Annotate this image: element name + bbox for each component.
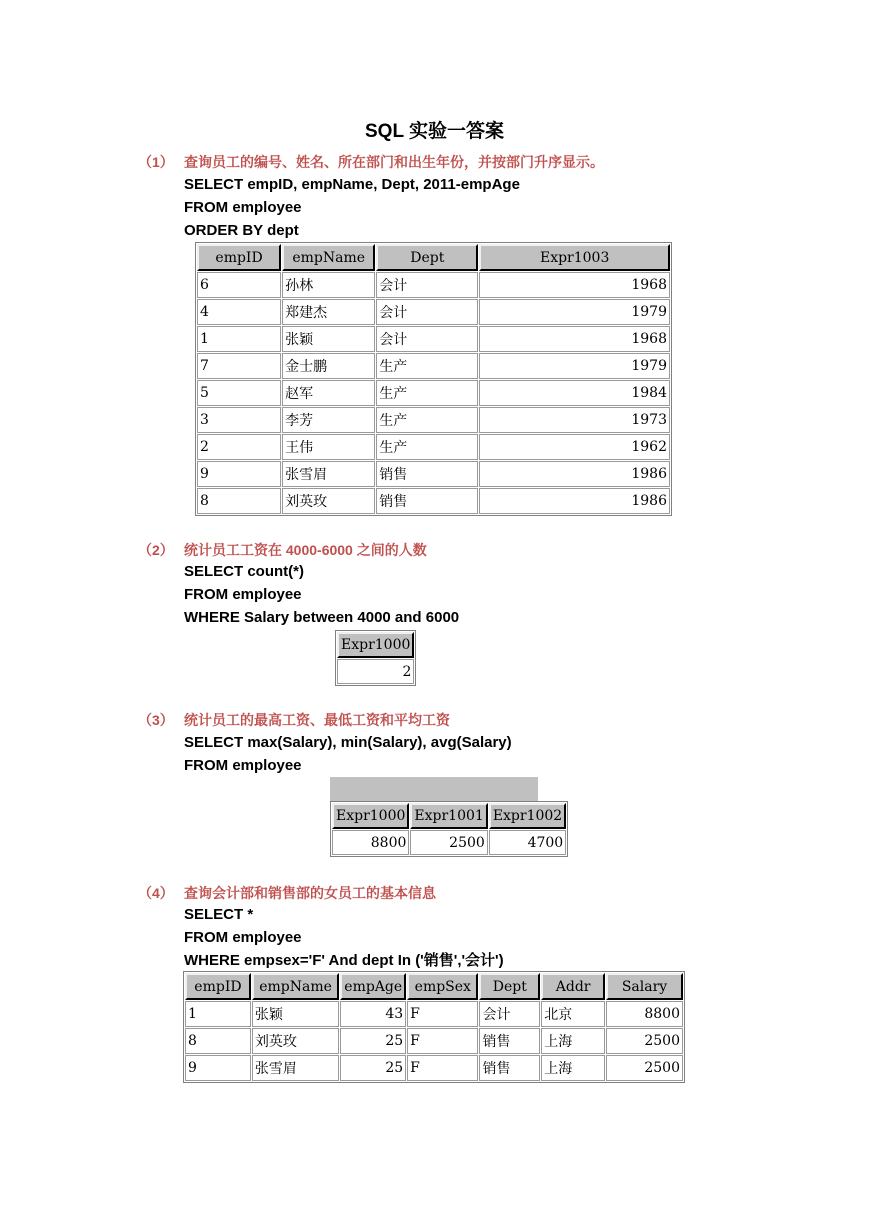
table-cell: 1979: [479, 299, 670, 325]
table-cell: 4700: [489, 830, 566, 855]
table-cell: 赵军: [282, 380, 375, 406]
table-cell: 4: [197, 299, 281, 325]
table-cell: F: [407, 1055, 478, 1081]
table-row: [197, 434, 670, 460]
table-row: [197, 272, 670, 298]
table-cell: 1: [185, 1001, 251, 1027]
question-3-number: （3）: [138, 712, 174, 728]
table-cell: 1962: [479, 434, 670, 460]
column-header: Addr: [541, 973, 605, 1000]
question-4-text: 查询会计部和销售部的女员工的基本信息: [184, 885, 436, 901]
table-cell: 1968: [479, 326, 670, 352]
sql-line: SELECT *: [184, 906, 254, 923]
table-row: [197, 326, 670, 352]
header-row: [197, 244, 670, 271]
table-cell: 1986: [479, 488, 670, 514]
table-cell: 销售: [376, 461, 478, 487]
table-cell: F: [407, 1028, 478, 1054]
table-cell: 生产: [376, 407, 478, 433]
question-2-number: （2）: [138, 542, 174, 558]
table-row: [197, 407, 670, 433]
question-4-sql: [184, 903, 504, 972]
table-cell: 1984: [479, 380, 670, 406]
table-cell: 8800: [332, 830, 409, 855]
question-3-sql: [184, 731, 512, 777]
table-cell: 张颖: [252, 1001, 339, 1027]
result-table-1: [195, 242, 672, 516]
table-cell: 郑建杰: [282, 299, 375, 325]
table-cell: 会计: [376, 326, 478, 352]
sql-line: WHERE empsex='F' And dept In ('销售','会计'): [184, 952, 504, 969]
table-cell: 生产: [376, 434, 478, 460]
table-cell: 会计: [376, 299, 478, 325]
column-header: Expr1003: [479, 244, 670, 271]
column-header: empID: [197, 244, 281, 271]
question-2-text: 统计员工工资在 4000-6000 之间的人数: [184, 542, 427, 558]
column-header: Expr1000: [337, 632, 414, 658]
sql-line: FROM employee: [184, 929, 302, 946]
table-cell: 王伟: [282, 434, 375, 460]
question-4-number: （4）: [138, 885, 174, 901]
result-table-2: [335, 630, 416, 686]
question-1-number: （1）: [138, 154, 174, 170]
table-row: [197, 299, 670, 325]
table-row: [185, 1001, 683, 1027]
table-cell: 1973: [479, 407, 670, 433]
table-cell: 刘英玫: [282, 488, 375, 514]
table-cell: 销售: [479, 1028, 540, 1054]
table-cell: 金士鹏: [282, 353, 375, 379]
table-cell: 上海: [541, 1055, 605, 1081]
sql-line: SELECT count(*): [184, 563, 304, 580]
sql-line: FROM employee: [184, 757, 302, 774]
column-header: Expr1000: [332, 803, 409, 829]
table-cell: 2500: [606, 1028, 683, 1054]
header-row: [332, 803, 566, 829]
table-cell: 2: [337, 659, 414, 684]
table-cell: 生产: [376, 353, 478, 379]
table-row: [332, 830, 566, 855]
question-3-text: 统计员工的最高工资、最低工资和平均工资: [184, 712, 450, 728]
table-row: [337, 659, 414, 684]
document-title: SQL 实验一答案: [365, 121, 504, 142]
table-cell: 1979: [479, 353, 670, 379]
column-header: empAge: [340, 973, 406, 1000]
table-cell: 张雪眉: [282, 461, 375, 487]
table-caption-bar: [330, 777, 538, 801]
column-header: Expr1002: [489, 803, 566, 829]
table-cell: 2500: [410, 830, 487, 855]
table-cell: 1: [197, 326, 281, 352]
table-row: [185, 1055, 683, 1081]
sql-line: SELECT max(Salary), min(Salary), avg(Salary): [184, 734, 512, 751]
sql-line: WHERE Salary between 4000 and 6000: [184, 609, 460, 626]
table-cell: 9: [197, 461, 281, 487]
table-cell: 8: [185, 1028, 251, 1054]
table-row: [197, 461, 670, 487]
table-cell: 孙林: [282, 272, 375, 298]
table-cell: 张颖: [282, 326, 375, 352]
table-cell: 25: [340, 1055, 406, 1081]
table-cell: 会计: [376, 272, 478, 298]
table-cell: 刘英玫: [252, 1028, 339, 1054]
table-cell: 2: [197, 434, 281, 460]
sql-line: FROM employee: [184, 586, 302, 603]
table-cell: 43: [340, 1001, 406, 1027]
table-cell: 25: [340, 1028, 406, 1054]
sql-line: ORDER BY dept: [184, 222, 299, 239]
table-cell: 北京: [541, 1001, 605, 1027]
table-cell: 5: [197, 380, 281, 406]
table-cell: 6: [197, 272, 281, 298]
sql-line: SELECT empID, empName, Dept, 2011-empAge: [184, 176, 520, 193]
table-cell: 生产: [376, 380, 478, 406]
table-cell: 7: [197, 353, 281, 379]
table-cell: 8: [197, 488, 281, 514]
question-1-sql: [184, 173, 520, 242]
table-row: [185, 1028, 683, 1054]
table-cell: 1986: [479, 461, 670, 487]
column-header: Dept: [479, 973, 540, 1000]
table-cell: 1968: [479, 272, 670, 298]
column-header: Dept: [376, 244, 478, 271]
table-cell: F: [407, 1001, 478, 1027]
table-row: [197, 488, 670, 514]
column-header: empSex: [407, 973, 478, 1000]
header-row: [185, 973, 683, 1000]
table-cell: 李芳: [282, 407, 375, 433]
table-cell: 9: [185, 1055, 251, 1081]
table-cell: 8800: [606, 1001, 683, 1027]
table-cell: 3: [197, 407, 281, 433]
column-header: empName: [282, 244, 375, 271]
result-table-3: [330, 801, 568, 857]
table-cell: 上海: [541, 1028, 605, 1054]
question-1-text: 查询员工的编号、姓名、所在部门和出生年份，并按部门升序显示。: [184, 154, 604, 170]
column-header: Salary: [606, 973, 683, 1000]
table-cell: 2500: [606, 1055, 683, 1081]
column-header: empName: [252, 973, 339, 1000]
table-row: [197, 353, 670, 379]
header-row: [337, 632, 414, 658]
result-table-4: [183, 971, 685, 1083]
question-2-sql: [184, 560, 459, 629]
table-cell: 会计: [479, 1001, 540, 1027]
column-header: Expr1001: [410, 803, 487, 829]
table-cell: 销售: [376, 488, 478, 514]
table-cell: 销售: [479, 1055, 540, 1081]
sql-line: FROM employee: [184, 199, 302, 216]
table-cell: 张雪眉: [252, 1055, 339, 1081]
column-header: empID: [185, 973, 251, 1000]
table-row: [197, 380, 670, 406]
